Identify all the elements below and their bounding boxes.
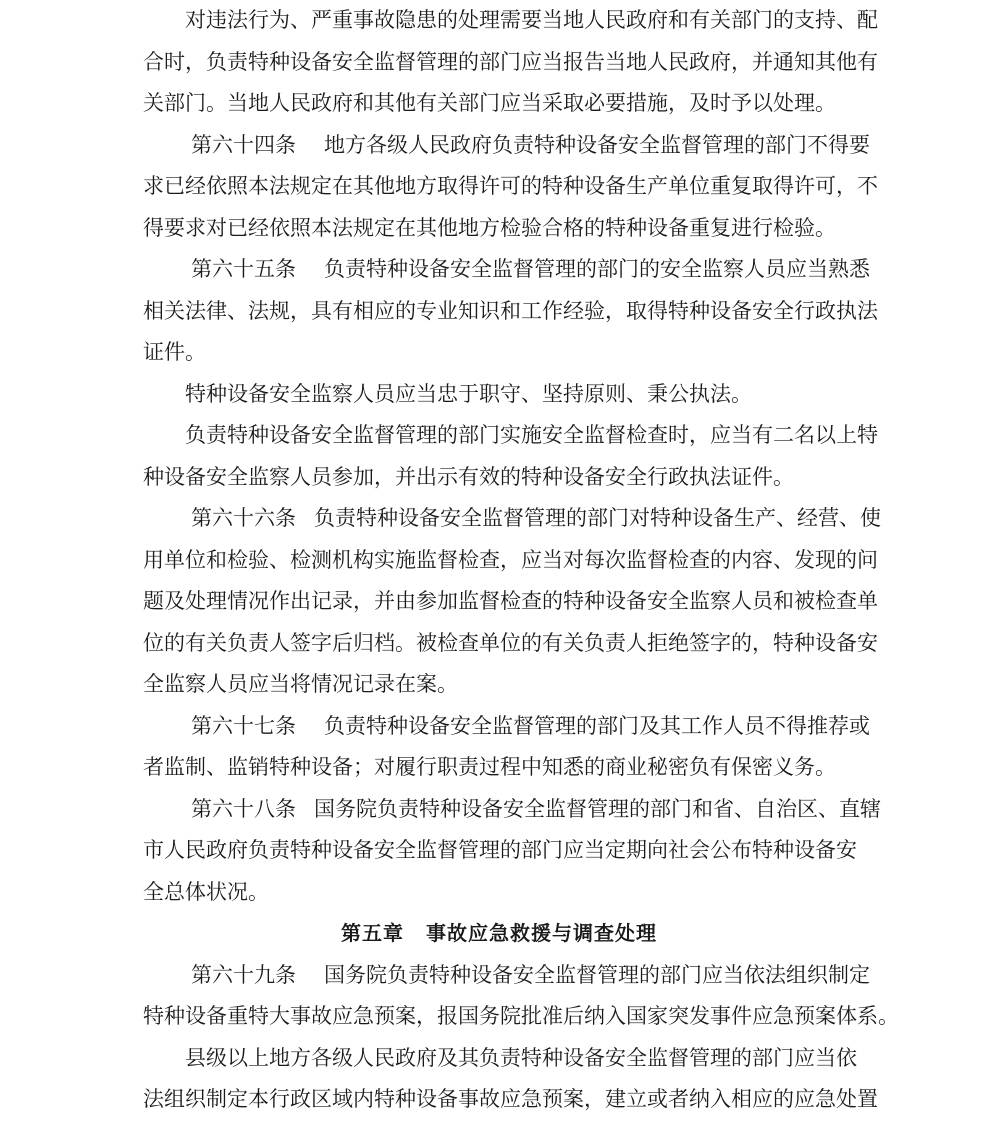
- chapter-number: 第五章: [341, 921, 404, 945]
- text-line: 全总体状况。: [143, 879, 269, 904]
- text-line: 对违法行为、严重事故隐患的处理需要当地人民政府和有关部门的支持、配: [143, 8, 878, 32]
- article-number: 第六十九条: [191, 962, 296, 987]
- article-text: 国务院负责特种设备安全监督管理的部门应当依法组织制定: [324, 962, 870, 987]
- document-page: [143, 0, 899, 1121]
- text-line: 种设备安全监察人员参加，并出示有效的特种设备安全行政执法证件。: [143, 464, 794, 489]
- chapter-heading: [143, 913, 855, 955]
- article-text: 负责特种设备安全监督管理的部门及其工作人员不得推荐或: [324, 713, 870, 738]
- text-line: 用单位和检验、检测机构实施监督检查，应当对每次监督检查的内容、发现的问: [143, 547, 878, 572]
- article-65: [143, 249, 878, 374]
- article-number: 第六十八条: [191, 796, 296, 821]
- paragraph: [143, 1038, 878, 1121]
- text-line: 法组织制定本行政区域内特种设备事故应急预案，建立或者纳入相应的应急处置: [143, 1087, 878, 1111]
- article-text: 负责特种设备安全监督管理的部门对特种设备生产、经营、使: [314, 506, 881, 530]
- text-line: 全监察人员应当将情况记录在案。: [143, 672, 458, 696]
- article-66: [143, 498, 881, 706]
- paragraph: [143, 0, 878, 125]
- article-67: [143, 706, 870, 789]
- article-number: 第六十四条: [191, 132, 296, 157]
- article-69: [143, 955, 899, 1038]
- text-line: 证件。: [143, 340, 206, 364]
- text-line: 相关法律、法规，具有相应的专业知识和工作经验，取得特种设备安全行政执法: [143, 298, 878, 323]
- article-68: [143, 789, 881, 914]
- text-line: [143, 498, 881, 540]
- article-number: 第六十七条: [191, 713, 296, 738]
- article-64: [143, 125, 878, 250]
- text-line: 负责特种设备安全监督管理的部门实施安全监督检查时，应当有二名以上特: [143, 423, 878, 447]
- text-line: 位的有关负责人签字后归档。被检查单位的有关负责人拒绝签字的，特种设备安: [143, 630, 878, 655]
- article-number: 第六十五条: [191, 257, 296, 281]
- article-text: 地方各级人民政府负责特种设备安全监督管理的部门不得要: [324, 132, 870, 157]
- chapter-title: 事故应急救援与调查处理: [426, 921, 657, 945]
- paragraph: [143, 415, 878, 498]
- text-line: [143, 706, 870, 748]
- text-line: 县级以上地方各级人民政府及其负责特种设备安全监督管理的部门应当依: [143, 1045, 857, 1070]
- text-line: [143, 249, 870, 291]
- text-line: 合时，负责特种设备安全监督管理的部门应当报告当地人民政府，并通知其他有: [143, 49, 878, 74]
- article-number: 第六十六条: [191, 506, 296, 530]
- text-line: 市人民政府负责特种设备安全监督管理的部门应当定期向社会公布特种设备安: [143, 838, 857, 862]
- article-text: 国务院负责特种设备安全监督管理的部门和省、自治区、直辖: [314, 796, 881, 821]
- text-line: [143, 125, 870, 167]
- text-line: 关部门。当地人民政府和其他有关部门应当采取必要措施，及时予以处理。: [143, 91, 836, 115]
- text-line: 求已经依照本法规定在其他地方取得许可的特种设备生产单位重复取得许可，不: [143, 174, 878, 198]
- text-line: 特种设备安全监察人员应当忠于职守、坚持原则、秉公执法。: [143, 381, 752, 406]
- article-text: 负责特种设备安全监督管理的部门的安全监察人员应当熟悉: [324, 257, 870, 281]
- text-line: 得要求对已经依照本法规定在其他地方检验合格的特种设备重复进行检验。: [143, 215, 836, 240]
- text-line: 特种设备重特大事故应急预案，报国务院批准后纳入国家突发事件应急预案体系。: [143, 1004, 899, 1028]
- text-line: 题及处理情况作出记录，并由参加监督检查的特种设备安全监察人员和被检查单: [143, 589, 878, 613]
- text-line: [143, 955, 870, 997]
- paragraph: [143, 374, 855, 416]
- text-line: 者监制、监销特种设备；对履行职责过程中知悉的商业秘密负有保密义务。: [143, 755, 836, 779]
- text-line: [143, 789, 881, 831]
